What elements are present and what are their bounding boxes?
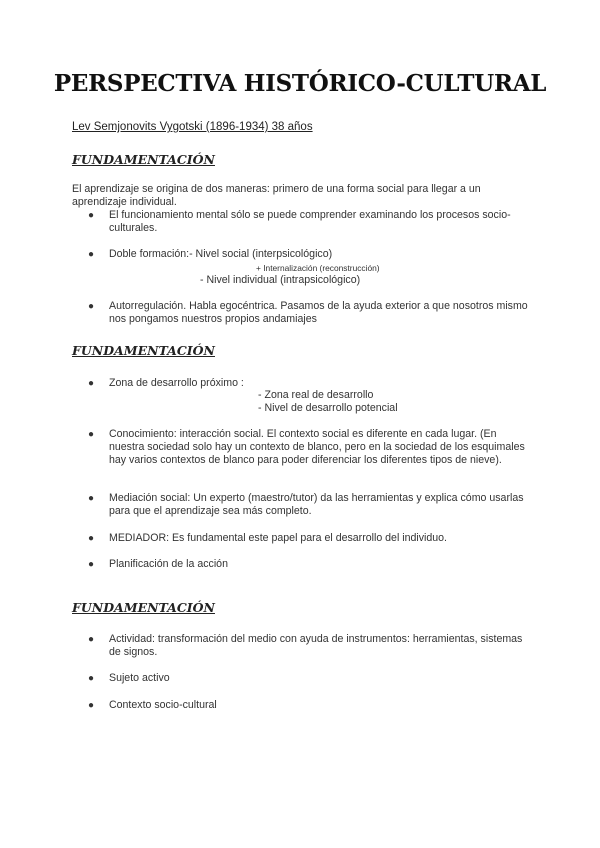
list-item-text: Contexto socio-cultural	[109, 699, 217, 711]
section-heading: FUNDAMENTACIÓN	[72, 600, 215, 615]
internalizacion-note: + Internalización (reconstrucción)	[256, 263, 380, 273]
bullet-icon: ●	[88, 429, 95, 440]
bullet-icon: ●	[88, 634, 95, 645]
bullet-icon: ●	[88, 673, 95, 684]
list-item-text: Mediación social: Un experto (maestro/tutor) da las herramientas y explica cómo usarlas para que el aprendizaje sea más completo.	[109, 492, 524, 517]
list-item-text: Sujeto activo	[109, 672, 170, 684]
list-item	[88, 209, 528, 235]
list-item-text: Zona de desarrollo próximo :	[109, 377, 244, 389]
intro-paragraph: El aprendizaje se origina de dos maneras: primero de una forma social para llegar a un aprendizaje individual.	[72, 183, 481, 208]
zona-sub-item: - Nivel de desarrollo potencial	[258, 402, 398, 414]
bullet-icon: ●	[88, 210, 95, 221]
list-item	[88, 248, 528, 261]
list-item	[88, 633, 528, 659]
author-line: Lev Semjonovits Vygotski (1896-1934) 38 años	[72, 121, 313, 133]
bullet-icon: ●	[88, 493, 95, 504]
list-item	[88, 532, 528, 545]
list-item	[88, 300, 528, 326]
nivel-individual-note: - Nivel individual (intrapsicológico)	[200, 274, 361, 286]
zona-sub-item: - Zona real de desarrollo	[258, 389, 374, 401]
list-item	[88, 428, 528, 467]
bullet-icon: ●	[88, 700, 95, 711]
list-item-text: Planificación de la acción	[109, 558, 228, 570]
page-title: PERSPECTIVA HISTÓRICO-CULTURAL	[53, 70, 547, 97]
list-item	[88, 492, 528, 518]
list-item	[88, 699, 528, 712]
list-item-text: MEDIADOR: Es fundamental este papel para el desarrollo del individuo.	[109, 532, 448, 544]
list-item	[88, 672, 528, 685]
list-item	[88, 558, 528, 571]
bullet-icon: ●	[88, 378, 95, 389]
list-item-text: Doble formación:- Nivel social (interpsicológico)	[109, 248, 333, 260]
bullet-icon: ●	[88, 301, 95, 312]
bullet-icon: ●	[88, 559, 95, 570]
list-item-text: Actividad: transformación del medio con ayuda de instrumentos: herramientas, sistemas de signos.	[109, 633, 523, 658]
bullet-icon: ●	[88, 249, 95, 260]
list-item-text: Autorregulación. Habla egocéntrica. Pasamos de la ayuda exterior a que nosotros mismo nos pongamos nuestros propios andamiajes	[109, 300, 528, 325]
bullet-icon: ●	[88, 533, 95, 544]
list-item-text: Conocimiento: interacción social. El contexto social es diferente en cada lugar. (En nuestra sociedad solo hay un contexto de blanco, pero en la sociedad de los esquimales hay varios contextos de blanco para poder diferenciar los diferentes tipos de nieve).	[109, 428, 525, 466]
section-heading: FUNDAMENTACIÓN	[72, 152, 215, 167]
list-item-text: El funcionamiento mental sólo se puede comprender examinando los procesos socio-culturales.	[109, 209, 511, 234]
section-heading: FUNDAMENTACIÓN	[72, 343, 215, 358]
